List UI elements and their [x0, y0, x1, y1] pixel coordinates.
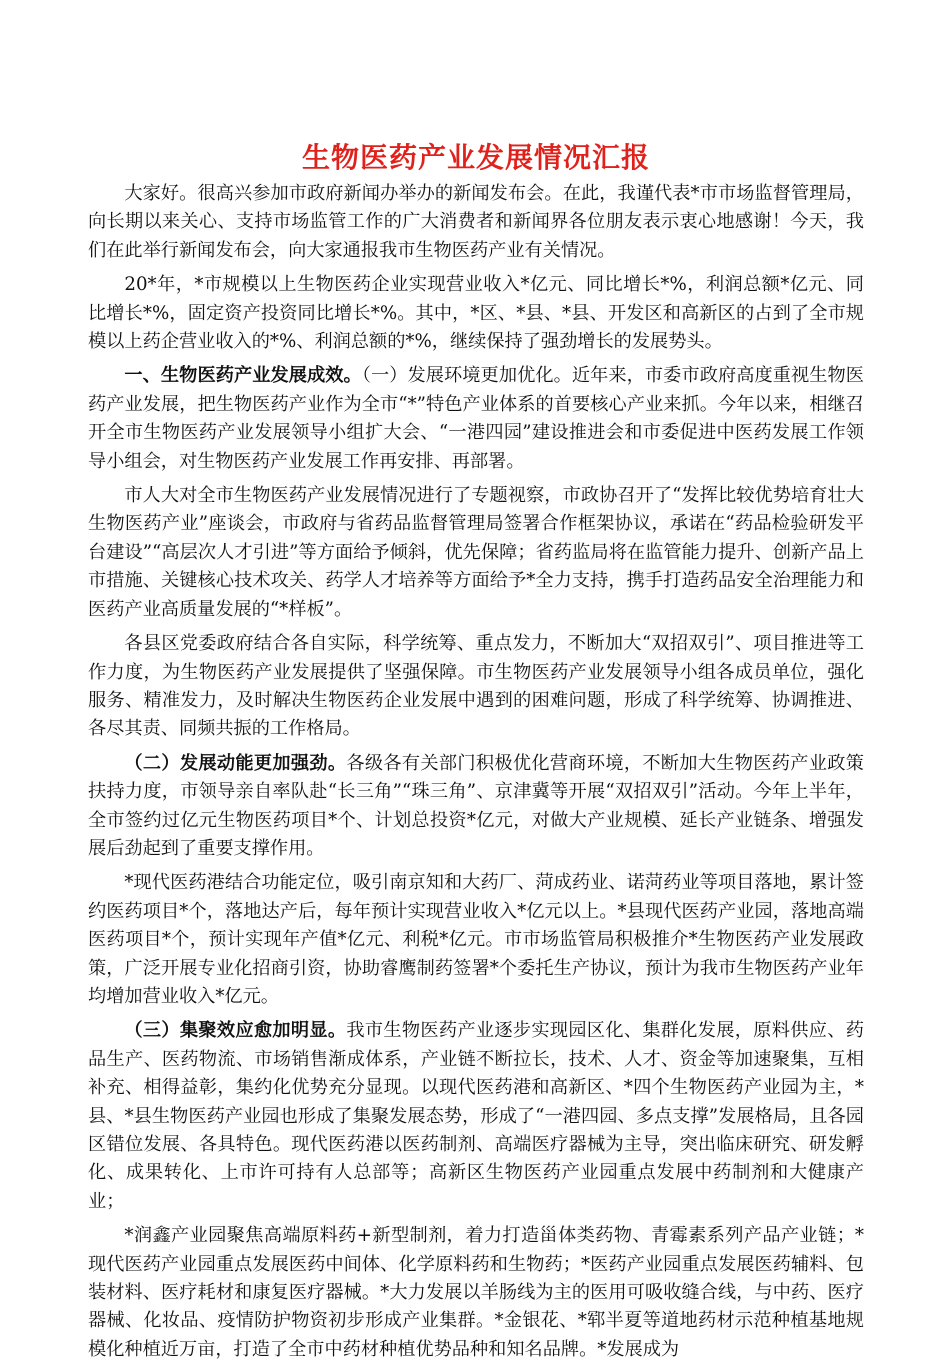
document-title: 生物医药产业发展情况汇报	[301, 141, 650, 174]
paragraph-text: 20*年，*市规模以上生物医药企业实现营业收入*亿元、同比增长*%，利润总额*亿元、同比增长*%，固定资产投资同比增长*%。其中，*区、*县、*县、开发区和高新区的占到了全市规模以上药企营业收入的*%、利润总额的*%，继续保持了强劲增长的发展势头。	[88, 274, 864, 353]
paragraph	[88, 1017, 864, 1216]
paragraph	[88, 180, 864, 265]
paragraph	[88, 869, 864, 1011]
paragraph	[88, 630, 864, 744]
paragraph-text: *现代医药港结合功能定位，吸引南京知和大药厂、菏成药业、诺菏药业等项目落地，累计签约医药项目*个，落地达产后，每年预计实现营业收入*亿元以上。*县现代医药产业园，落地高端医药项目*个，预计实现年产值*亿元、利税*亿元。市市场监管局积极推介*生物医药产业发展政策，广泛开展专业化招商引资，协助睿鹰制药签署*个委托生产协议，预计为我市生物医药产业年均增加营业收入*亿元。	[88, 872, 864, 1007]
paragraph	[88, 1222, 864, 1364]
paragraph-text: 我市生物医药产业逐步实现园区化、集群化发展，原料供应、药品生产、医药物流、市场销售渐成体系，产业链不断拉长，技术、人才、资金等加速聚集，互相补充、相得益彰，集约化优势充分显现。以现代医药港和高新区、*四个生物医药产业园为主，*县、*县生物医药产业园也形成了集聚发展态势，形成了“一港四园、多点支撑”发展格局，且各园区错位发展、各具特色。现代医药港以医药制剂、高端医疗器械为主导，突出临床研究、研发孵化、成果转化、上市许可持有人总部等；高新区生物医药产业园重点发展中药制剂和大健康产业；	[88, 1020, 864, 1212]
paragraph-text: *润鑫产业园聚焦高端原料药+新型制剂，着力打造甾体类药物、青霉素系列产品产业链；*现代医药产业园重点发展医药中间体、化学原料药和生物药；*医药产业园重点发展医药辅料、包装材料、医疗耗材和康复医疗器械。*大力发展以羊肠线为主的医用可吸收缝合线，与中药、医疗器械、化妆品、疫情防护物资初步形成产业集群。*金银花、*郓半夏等道地药材示范种植基地规模化种植近万亩，打造了全市中药材种植优势品种和知名品牌。*发展成为	[88, 1225, 864, 1360]
paragraph-text: 各县区党委政府结合各自实际，科学统筹、重点发力，不断加大“双招双引”、项目推进等工作力度，为生物医药产业发展提供了坚强保障。市生物医药产业发展领导小组各成员单位，强化服务、精准发力，及时解决生物医药企业发展中遇到的困难问题，形成了科学统筹、协调推进、各尽其责、同频共振的工作格局。	[88, 633, 864, 740]
paragraph	[88, 271, 864, 356]
paragraph-text: 市人大对全市生物医药产业发展情况进行了专题视察，市政协召开了“发挥比较优势培育壮大生物医药产业”座谈会，市政府与省药品监督管理局签署合作框架协议，承诺在“药品检验研发平台建设”“高层次人才引进”等方面给予倾斜，优先保障；省药监局将在监管能力提升、创新产品上市措施、关键核心技术攻关、药学人才培养等方面给予*全力支持，携手打造药品安全治理能力和医药产业高质量发展的“*样板”。	[88, 485, 864, 620]
paragraph-text: （一）发展环境更加优化。近年来，市委市政府高度重视生物医药产业发展，把生物医药产业作为全市“*”特色产业体系的首要核心产业来抓。今年以来，相继召开全市生物医药产业发展领导小组扩大会、“一港四园”建设推进会和市委促进中医药发展工作领导小组会，对生物医药产业发展工作再安排、再部署。	[88, 365, 864, 472]
paragraph-text: 大家好。很高兴参加市政府新闻办举办的新闻发布会。在此，我谨代表*市市场监督管理局，向长期以来关心、支持市场监管工作的广大消费者和新闻界各位朋友表示衷心地感谢！今天，我们在此举行新闻发布会，向大家通报我市生物医药产业有关情况。	[88, 183, 864, 261]
paragraph	[88, 750, 864, 864]
paragraph	[88, 482, 864, 624]
document-page	[88, 138, 864, 1370]
section-heading: 一、生物医药产业发展成效。	[124, 365, 362, 387]
subsection-heading: （三）集聚效应愈加明显。	[124, 1020, 347, 1042]
subsection-heading: （二）发展动能更加强劲。	[124, 752, 347, 774]
paragraph	[88, 362, 864, 476]
paragraph-text: 各级各有关部门积极优化营商环境，不断加大生物医药产业政策扶持力度，市领导亲自率队赴“长三角”“珠三角”、京津冀等开展“双招双引”活动。今年上半年，全市签约过亿元生物医药项目*个、计划总投资*亿元，对做大产业规模、延长产业链条、增强发展后劲起到了重要支撑作用。	[88, 752, 864, 859]
